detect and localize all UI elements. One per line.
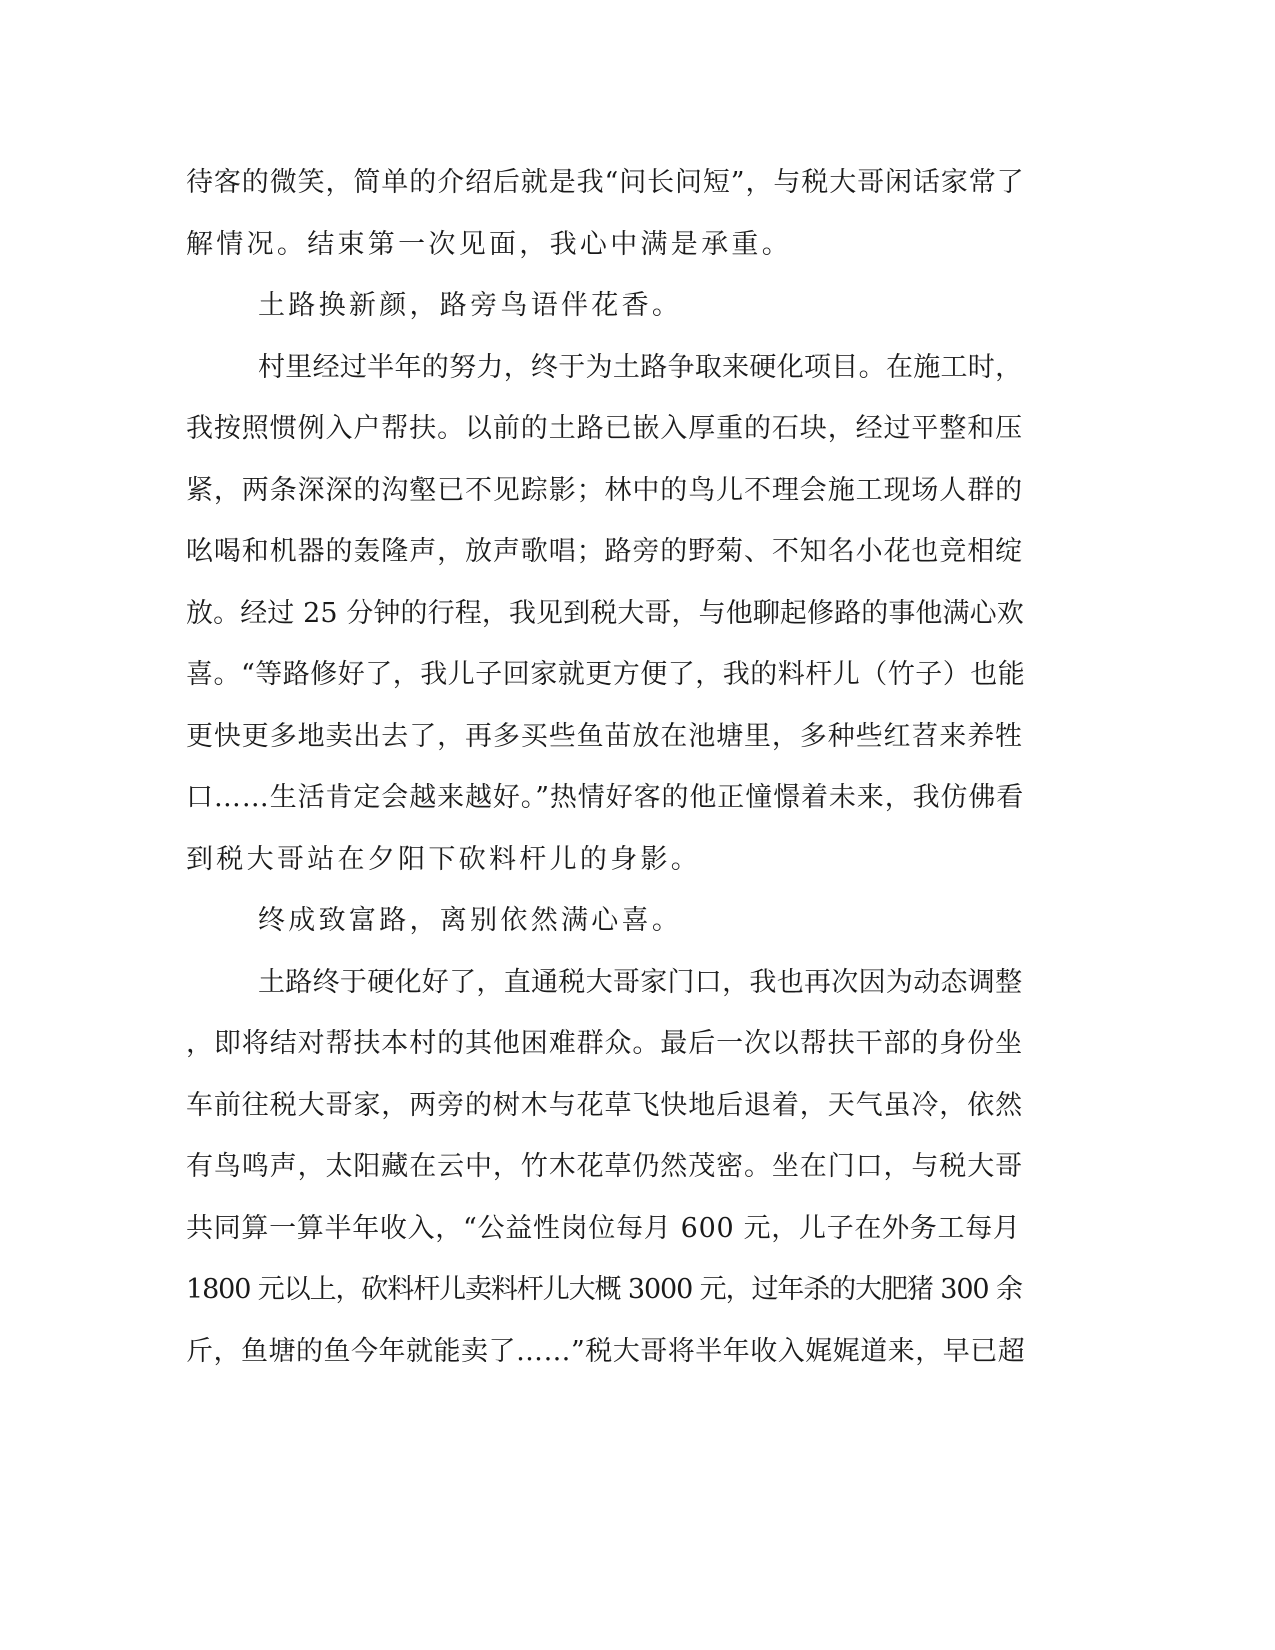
text-line: 我按照惯例入户帮扶。以前的土路已嵌入厚重的石块，经过平整和压 — [186, 413, 1023, 444]
body-text — [186, 163, 1066, 1393]
text-line: 吆喝和机器的轰隆声，放声歌唱；路旁的野菊、不知名小花也竞相绽 — [186, 536, 1023, 567]
text-line: 车前往税大哥家，两旁的树木与花草飞快地后退着，天气虽冷，依然 — [186, 1089, 1023, 1121]
section-heading: 土路换新颜，路旁鸟语伴花香。 — [258, 290, 683, 321]
text-line: 更快更多地卖出去了，再多买些鱼苗放在池塘里，多种些红苕来养牲 — [186, 720, 1023, 752]
text-line: 放。经过 25 分钟的行程，我见到税大哥，与他聊起修路的事他满心欢 — [186, 597, 1024, 629]
text-line: 1800 元以上，砍料杆儿卖料杆儿大概 3000 元，过年杀的大肥猪 300 余 — [186, 1274, 1022, 1305]
text-line: 喜。“等路修好了，我儿子回家就更方便了，我的料杆儿（竹子）也能 — [186, 659, 1026, 690]
text-line: 紧，两条深深的沟壑已不见踪影；林中的鸟儿不理会施工现场人群的 — [186, 474, 1023, 506]
text-line: 待客的微笑，简单的介绍后就是我“问长问短”，与税大哥闲话家常了 — [186, 167, 1025, 198]
text-line: 共同算一算半年收入，“公益性岗位每月 600 元，儿子在外务工每月 — [186, 1212, 1021, 1244]
paragraph-start: 村里经过半年的努力，终于为土路争取来硬化项目。在施工时， — [258, 351, 1023, 383]
text-line: ，即将结对帮扶本村的其他困难群众。最后一次以帮扶干部的身份坐 — [186, 1028, 1023, 1059]
section-heading: 终成致富路，离别依然满心喜。 — [258, 905, 683, 936]
text-line: 斤，鱼塘的鱼今年就能卖了……”税大哥将半年收入娓娓道来，早已超 — [186, 1335, 1026, 1367]
text-line: 口……生活肯定会越来越好。”热情好客的他正憧憬着未来，我仿佛看 — [186, 782, 1025, 813]
paragraph-start: 土路终于硬化好了，直通税大哥家门口，我也再次因为动态调整 — [258, 966, 1023, 998]
text-line: 解情况。结束第一次见面，我心中满是承重。 — [186, 228, 792, 260]
text-line: 有鸟鸣声，太阳藏在云中，竹木花草仍然茂密。坐在门口，与税大哥 — [186, 1151, 1023, 1182]
text-line: 到税大哥站在夕阳下砍料杆儿的身影。 — [186, 843, 702, 875]
